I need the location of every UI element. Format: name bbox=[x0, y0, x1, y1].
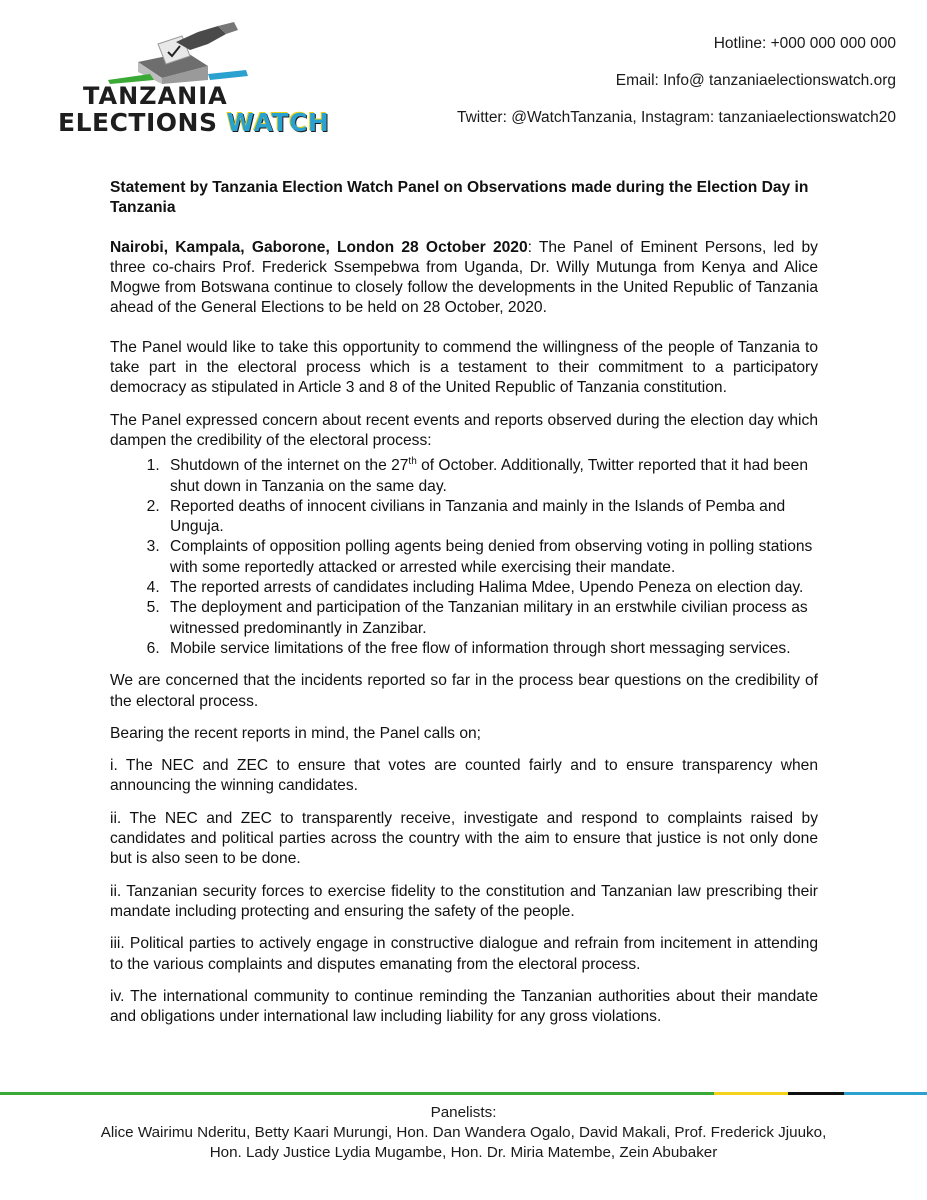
list-item: 4. The reported arrests of candidates including Halima Mdee, Upendo Peneza on election day. bbox=[164, 578, 818, 598]
concerns-list bbox=[110, 456, 818, 659]
call-item: ii. The NEC and ZEC to transparently receive, investigate and respond to complaints raised by candidates and political parties across the country with the aim to ensure that justice is not only done but is also seen to be done. bbox=[110, 809, 818, 868]
concern-intro: The Panel expressed concern about recent events and reports observed during the election day which dampen the credibility of the electoral process: bbox=[110, 411, 818, 449]
divider-green bbox=[0, 1092, 714, 1095]
panelists-footer bbox=[40, 1103, 887, 1163]
concern-1-text: Shutdown of the internet on the 27 bbox=[170, 457, 409, 475]
list-item: 3. Complaints of opposition polling agents being denied from observing voting in polling stations with some reportedly attacked or arrested while exercising their mandate. bbox=[164, 537, 818, 578]
social-text: Twitter: @WatchTanzania, Instagram: tanzaniaelectionswatch20 bbox=[456, 109, 896, 126]
email-text: Email: Info@ tanzaniaelectionswatch.org bbox=[615, 72, 896, 89]
panelists-names-line2: Hon. Lady Justice Lydia Mugambe, Hon. Dr. Miria Matembe, Zein Abubaker bbox=[209, 1144, 718, 1161]
ballot-box-hand-icon bbox=[58, 22, 290, 84]
statement-body bbox=[110, 178, 818, 1039]
divider-blue bbox=[844, 1092, 927, 1095]
statement-title: Statement by Tanzania Election Watch Panel on Observations made during the Election Day in Tanzania bbox=[110, 179, 809, 217]
intro-text: : The Panel of Eminent Persons, led by three co-chairs Prof. Frederick Ssempebwa from Uganda, Dr. Willy Mutunga from Kenya and Alice Mogwe from Botswana continue to closely follow the developments in the United Republic of Tanzania ahead of the General Elections to be held on 28 October, 2020. bbox=[110, 238, 818, 317]
concern-1-superscript: th bbox=[408, 456, 417, 468]
logo-line-tanzania: TANZANIA bbox=[83, 82, 228, 110]
panelists-names-line1: Alice Wairimu Nderitu, Betty Kaari Murungi, Hon. Dan Wandera Ogalo, David Makali, Prof. Frederick Jjuuko, bbox=[100, 1124, 827, 1141]
tanzania-elections-watch-logo bbox=[58, 22, 330, 137]
list-item: 6. Mobile service limitations of the free flow of information through short messaging services. bbox=[164, 639, 818, 659]
divider-black bbox=[788, 1092, 844, 1095]
panelists-label: Panelists: bbox=[430, 1104, 497, 1121]
call-item: i. The NEC and ZEC to ensure that votes are counted fairly and to ensure transparency when announcing the winning candidates. bbox=[110, 757, 818, 795]
logo-watch-text: WATCH bbox=[226, 108, 330, 137]
dateline: Nairobi, Kampala, Gaborone, London 28 October 2020 bbox=[110, 238, 528, 256]
divider-yellow bbox=[714, 1092, 788, 1095]
commend-paragraph: The Panel would like to take this opportunity to commend the willingness of the people of Tanzania to take part in the electoral process which is a testament to their commitment to a participatory democracy as stipulated in Article 3 and 8 of the United Republic of Tanzania constitution. bbox=[110, 338, 818, 397]
list-item: 2. Reported deaths of innocent civilians in Tanzania and mainly in the Islands of Pemba and Unguja. bbox=[164, 497, 818, 538]
list-item bbox=[164, 456, 818, 497]
call-item: iv. The international community to continue reminding the Tanzanian authorities about their mandate and obligations under international law including liability for any gross violations. bbox=[110, 987, 818, 1026]
call-item: iii. Political parties to actively engage in constructive dialogue and refrain from incitement in attending to the various complaints and disputes emanating from the electoral process. bbox=[110, 935, 818, 973]
intro-paragraph bbox=[110, 238, 818, 319]
contact-info bbox=[457, 34, 896, 128]
call-item: ii. Tanzanian security forces to exercise fidelity to the constitution and Tanzanian law prescribing their mandate including protecting and ensuring the safety of the people. bbox=[110, 882, 818, 920]
footer-divider bbox=[0, 1091, 927, 1096]
calls-on-paragraph: Bearing the recent reports in mind, the Panel calls on; bbox=[110, 724, 481, 742]
concern-1-text-cont: of October. Additionally, Twitter reported that it had been shut down in Tanzania on the same day. bbox=[170, 457, 809, 495]
logo-elections-text: ELECTIONS bbox=[58, 108, 227, 137]
list-item: 5. The deployment and participation of the Tanzanian military in an erstwhile civilian process as witnessed predominantly in Zanzibar. bbox=[164, 598, 818, 639]
concerned-paragraph: We are concerned that the incidents reported so far in the process bear questions on the credibility of the electoral process. bbox=[110, 672, 818, 710]
logo-line-elections-watch bbox=[58, 108, 329, 137]
hotline-text: Hotline: +000 000 000 000 bbox=[713, 35, 896, 52]
